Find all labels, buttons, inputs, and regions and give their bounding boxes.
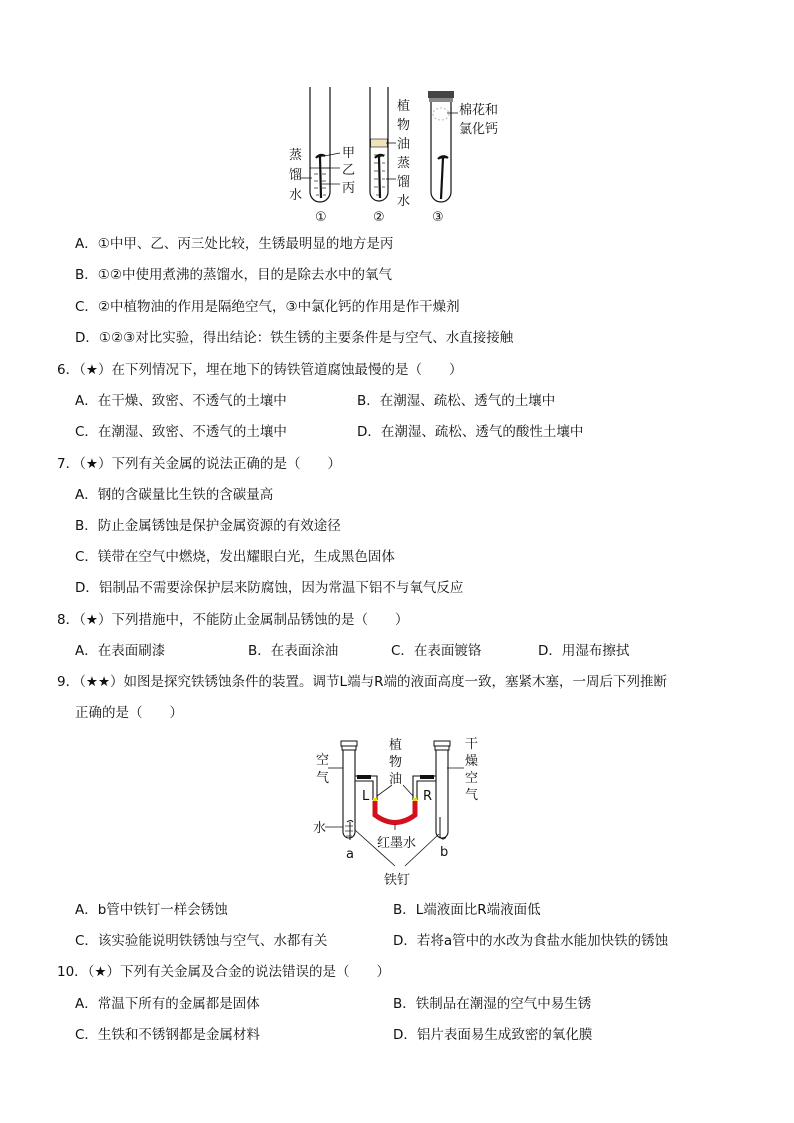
q8-option-d: D．用湿布擦拭: [538, 643, 630, 659]
fig2-water-label: 水: [313, 821, 327, 836]
q6-option-c: C．在潮湿、致密、不透气的土壤中: [75, 424, 287, 440]
q5-option-d: D．①②③对比实验，得出结论：铁生锈的主要条件是与空气、水直接接触: [75, 330, 514, 346]
q5-option-a: A．①中甲、乙、丙三处比较，生锈最明显的地方是丙: [75, 236, 394, 252]
q9-option-b: B．L端液面比R端液面低: [393, 902, 541, 918]
fig2-r-label: R: [423, 789, 433, 804]
q7-option-d: D．铝制品不需要涂保护层来防腐蚀，因为常温下铝不与氧气反应: [75, 580, 464, 596]
q7-option-b: B．防止金属锈蚀是保护金属资源的有效途径: [75, 518, 341, 534]
fig2-dry-air-label-4: 气: [465, 788, 479, 803]
fig1-point-jia: 甲: [342, 146, 356, 161]
q8-option-a: A．在表面刷漆: [75, 643, 166, 659]
fig2-a-label: a: [346, 847, 354, 862]
fig1-number-2: ②: [373, 210, 385, 225]
fig2-dry-air-label-1: 干: [465, 737, 479, 752]
fig2-nail-label: 铁钉: [384, 873, 411, 888]
fig1-cotton-label-1: 棉花和: [459, 103, 499, 118]
fig1-number-1: ①: [315, 210, 327, 225]
q9-option-d: D．若将a管中的水改为食盐水能加快铁的锈蚀: [393, 933, 669, 949]
fig2-dry-air-label-3: 空: [465, 771, 479, 786]
fig1-water2-label-2: 馏: [397, 175, 411, 190]
q6-option-d: D．在潮湿、疏松、透气的酸性土壤中: [357, 424, 584, 440]
q9-stem: 9．（★★）如图是探究铁锈蚀条件的装置。调节L端与R端的液面高度一致，塞紧木塞，一周后下列推断: [57, 674, 667, 690]
q5-option-b: B．①②中使用煮沸的蒸馏水，目的是除去水中的氧气: [75, 267, 392, 283]
q6-option-a: A．在干燥、致密、不透气的土壤中: [75, 393, 287, 409]
q9-option-a: A．b管中铁钉一样会锈蚀: [75, 902, 228, 918]
q6-stem: 6．（★）在下列情况下，埋在地下的铸铁管道腐蚀最慢的是（ ）: [57, 362, 463, 378]
q9-stem-cont: 正确的是（ ）: [75, 705, 183, 721]
fig2-oil-label-2: 物: [389, 755, 403, 770]
q7-option-c: C．镁带在空气中燃烧，发出耀眼白光，生成黑色固体: [75, 549, 395, 565]
fig2-air-label-1: 空: [316, 753, 330, 768]
fig1-oil-label-3: 油: [397, 137, 411, 152]
q10-option-d: D．铝片表面易生成致密的氧化膜: [393, 1027, 593, 1043]
fig2-oil-label-1: 植: [389, 738, 403, 753]
fig1-water2-label-3: 水: [397, 194, 411, 209]
q5-option-c: C．②中植物油的作用是隔绝空气，③中氯化钙的作用是作干燥剂: [75, 299, 460, 315]
fig1-water-label-2: 馏: [289, 168, 303, 183]
q7-stem: 7．（★）下列有关金属的说法正确的是（ ）: [57, 456, 341, 472]
fig1-water-label-3: 水: [289, 188, 303, 203]
q7-option-a: A．钢的含碳量比生铁的含碳量高: [75, 487, 274, 503]
fig1-water2-label-1: 蒸: [397, 156, 411, 171]
q8-option-c: C．在表面镀铬: [391, 643, 482, 659]
fig1-point-yi: 乙: [342, 163, 356, 178]
fig1-oil-label-1: 植: [397, 99, 411, 114]
figure-test-tubes: [280, 80, 540, 230]
fig2-oil-label-3: 油: [389, 772, 403, 787]
fig2-l-label: L: [362, 789, 370, 804]
q8-stem: 8．（★）下列措施中，不能防止金属制品锈蚀的是（ ）: [57, 612, 409, 628]
fig2-red-ink-label: 红墨水: [377, 836, 417, 851]
fig1-point-bing: 丙: [342, 181, 356, 196]
fig2-b-label: b: [440, 845, 449, 860]
q9-option-c: C．该实验能说明铁锈蚀与空气、水都有关: [75, 933, 328, 949]
fig1-oil-label-2: 物: [397, 118, 411, 133]
fig2-dry-air-label-2: 燥: [465, 754, 479, 769]
q10-option-a: A．常温下所有的金属都是固体: [75, 996, 260, 1012]
fig2-air-label-2: 气: [316, 771, 330, 786]
q10-option-c: C．生铁和不锈钢都是金属材料: [75, 1027, 260, 1043]
fig1-cotton-label-2: 氯化钙: [459, 122, 499, 137]
q6-option-b: B．在潮湿、疏松、透气的土壤中: [357, 393, 556, 409]
fig1-number-3: ③: [432, 210, 444, 225]
figure-u-tube-apparatus: [300, 730, 500, 895]
fig1-water-label-1: 蒸: [289, 148, 303, 163]
q10-option-b: B．铁制品在潮湿的空气中易生锈: [393, 996, 592, 1012]
q10-stem: 10．（★）下列有关金属及合金的说法错误的是（ ）: [57, 964, 391, 980]
q8-option-b: B．在表面涂油: [248, 643, 339, 659]
